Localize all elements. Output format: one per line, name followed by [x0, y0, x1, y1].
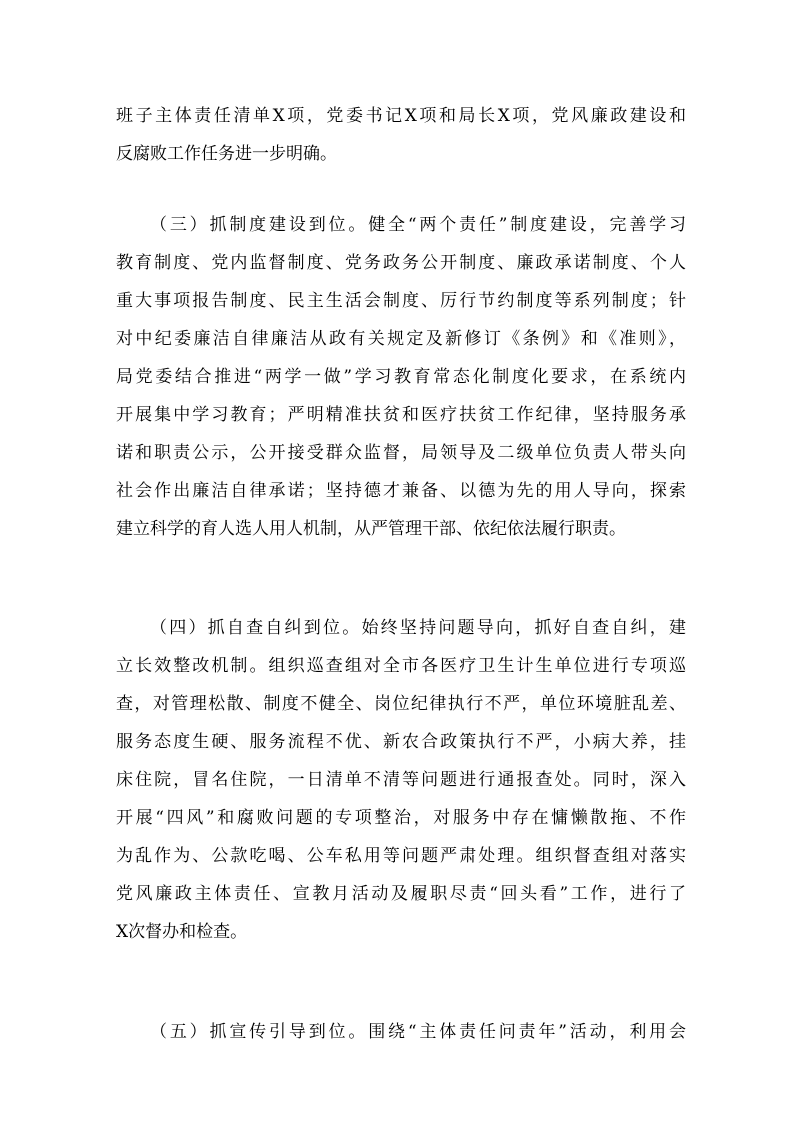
paragraph-1 [116, 97, 686, 173]
text-line: （五）抓宣传引导到位。围绕“主体责任问责年”活动，利用会 [150, 1022, 686, 1042]
paragraph-4 [116, 1013, 686, 1051]
text-line: 反腐败工作任务进一步明确。 [116, 144, 337, 164]
text-line: 党风廉政主体责任、宣教月活动及履职尽责“回头看”工作，进行了 [116, 884, 686, 904]
text-line: 床住院，冒名住院，一日清单不清等问题进行通报查处。同时，深入 [116, 770, 686, 790]
text-line: 为乱作为、公款吃喝、公车私用等问题严肃处理。组织督查组对落实 [116, 846, 686, 866]
text-line: （四）抓自查自纠到位。始终坚持问题导向，抓好自查自纠，建 [150, 618, 686, 638]
text-line: 开展集中学习教育；严明精准扶贫和医疗扶贫工作纪律，坚持服务承 [116, 405, 686, 425]
text-line: 对中纪委廉洁自律廉洁从政有关规定及新修订《条例》和《准则》， [116, 329, 686, 349]
text-line: X次督办和检查。 [116, 922, 248, 942]
paragraph-3 [116, 609, 686, 951]
text-line: 教育制度、党内监督制度、党务政务公开制度、廉政承诺制度、个人 [116, 253, 686, 273]
text-line: 立长效整改机制。组织巡查组对全市各医疗卫生计生单位进行专项巡 [116, 656, 686, 676]
text-line: 服务态度生硬、服务流程不优、新农合政策执行不严，小病大养，挂 [116, 732, 686, 752]
paragraph-2 [116, 206, 686, 548]
text-line: 局党委结合推进“两学一做”学习教育常态化制度化要求，在系统内 [116, 367, 686, 387]
text-line: 社会作出廉洁自律承诺；坚持德才兼备、以德为先的用人导向，探索 [116, 481, 686, 501]
text-line: 查，对管理松散、制度不健全、岗位纪律执行不严，单位环境脏乱差、 [116, 694, 686, 714]
text-line: 重大事项报告制度、民主生活会制度、厉行节约制度等系列制度；针 [116, 291, 686, 311]
text-line: 班子主体责任清单X项，党委书记X项和局长X项，党风廉政建设和 [116, 106, 686, 126]
text-line: 诺和职责公示，公开接受群众监督，局领导及二级单位负责人带头向 [116, 443, 686, 463]
text-line: 建立科学的育人选人用人机制，从严管理干部、依纪依法履行职责。 [116, 519, 626, 539]
text-line: （三）抓制度建设到位。健全“两个责任”制度建设，完善学习 [150, 215, 686, 235]
text-line: 开展“四风”和腐败问题的专项整治，对服务中存在慵懒散拖、不作 [116, 808, 686, 828]
